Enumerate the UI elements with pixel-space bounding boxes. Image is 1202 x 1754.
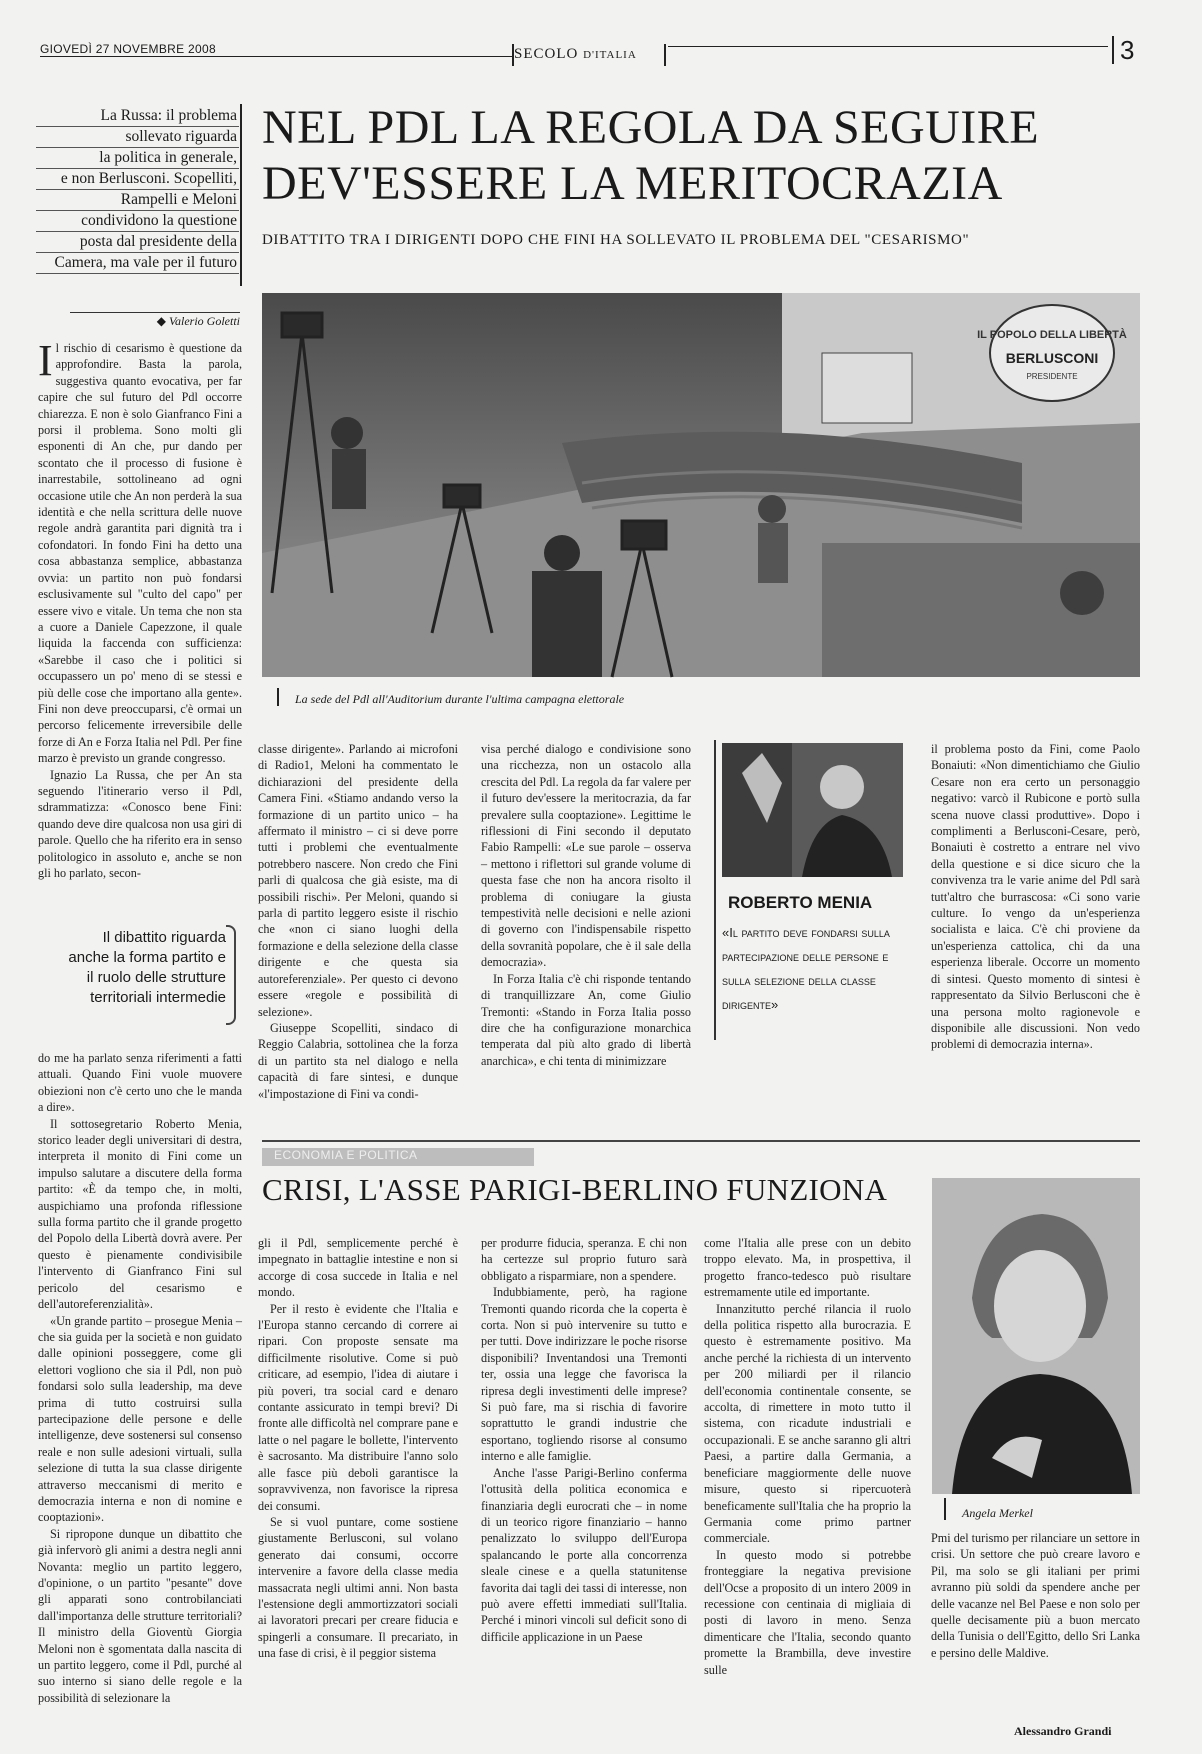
body-text: l rischio di cesarismo è questione da approfondire. Basta la parola, suggestiva quanto evocativa, per far capire che sul futuro del Pdl occorre chiarezza. E non è solo Gianfranco Fini a porsi il problema. Sono molti gli esponenti di An che, pur dando per scontato che il processo di fusione è inarrestabile, sottolineano ad ogni occasione utile che An non perderà la sua identità e che nella scrittura delle nuove regole andrà garantita pari dignità tra i cofondatori. In fondo Fini ha detto una cosa abbastanza semplice, abbastanza ovvia: un partito non può fondarsi esclusivamente sul "culto del capo" per essere vivo e vitale. Un tema che non sta a cuore a Daniele Capezzone, il quale liquida la faccenda con sufficienza: «Sarebbe il caso che i politici si occupassero un po' meno di se stessi e più delle cose che importano alla gente». Fini non deve preoccuparsi, c'è ormai un percorso felicemente irreversibile delle forze di An e Forza Italia nel Pdl. Per fine marzo è previsto un grande congresso. [38,341,242,766]
masthead-rule-right [668,46,1108,47]
masthead-rule-left [40,56,512,57]
photo-caption-2: Angela Merkel [962,1506,1033,1520]
sign-text: IL POPOLO DELLA LIBERTÀ [977,329,1127,341]
body-text: Indubbiamente, però, ha ragione Tremonti quando ricorda che la coperta è corta. Non si può intervenire su tutto e per tutti. Dove indirizzare le poche risorse disponibili? Inventandosi una Tremonti ter, ossia una legge che favorisca la ripresa degli investimenti delle imprese? Si può fare, ma si rischia di favorire soprattutto le grandi industrie che esportano, togliendo risorse al consumo interno e alle famiglie. [481,1285,687,1464]
body-text: Innanzitutto perché rilancia il ruolo della politica rispetto alla burocrazia. E questo è estremamente positivo. Ma anche perché la richiesta di un intervento per 200 miliardi per il rilancio dell'economia continentale consente, se accolta, di rimettere in moto tutto il sistema, con ricadute industriali e occupazionali. E se anche saranno gli altri Paesi, a partire dalla Germania, a beneficiare maggiormente delle nuove misure, questo si ripercuoterà beneficamente sull'Italia che ha proprio la Germania come primo partner commerciale. [704,1301,911,1546]
auditorium-photo-image [262,293,1140,677]
body-text: classe dirigente». Parlando ai microfoni di Radio1, Meloni ha commentato le dichiarazioni del presidente della Camera Fini. «Stiamo andando verso la formazione di un partito unico – ha affermato il ministro – ci si deve porre tutti i problemi che eventualmente potrebbero nascere. Non credo che Fini parli di qualcosa che già esiste, ma di possibili rischi». Per Meloni, quando si parla di partito leggero esiste il rischio che «non ci siano luoghi della formazione e della selezione della classe dirigente e che questa sia autoreferenziale». Per questo ci devono essere «regole e possibilità di selezione». [258,742,458,1019]
body-text: gli il Pdl, semplicemente perché è impegnato in battaglie intestine e non si accorge di cosa succede in Italia e nel mondo. [258,1236,458,1300]
merkel-portrait [932,1178,1140,1494]
article2-column-3 [481,1235,687,1735]
section-rule [262,1140,1140,1142]
article-column-2 [258,741,458,1101]
body-text: «Un grande partito – prosegue Menia – che sia guida per la società e non guidato dalle opinioni posseggere, come gli elettori vogliono che sia il Pdl, non può fondarsi solo sulla leadership, ma deve prima di tutto costruirsi sulla partecipazione delle persone e delle intelligenze, deve sostenersi sul consenso reale e non sulle adesioni virtuali, sulla selezione di tutta la sua classe dirigente attraverso meccanismi di merito e democrazia interna e non di nomine e cooptazioni». [38,1313,242,1525]
body-text: visa perché dialogo e condivisione sono una ricchezza, non un ostacolo alla crescita del Pdl. La regola da far valere per il futuro dev'essere la meritocrazia, da far prevalere sulla cooptazione». Legittime le riflessioni di Fini secondo il deputato Fabio Rampelli: «Le sue parole – osserva – mettono i riflettori sul grande volume di questa fase che non ha ancora risolto il problema di coniugare la giusta tempestività nelle decisioni e nelle azioni di governo con l'indispensabile rispetto della sovranità popolare, che è il sale della democrazia». [481,742,691,970]
menia-portrait-image [722,743,903,877]
deck-line: la politica in generale, [36,148,239,169]
headline-line: NEL PDL LA REGOLA DA SEGUIRE [262,101,1040,154]
deck-line: posta dal presidente della [36,232,239,253]
deck-line: La Russa: il problema [36,106,239,127]
body-text: Si ripropone dunque un dibattito che già infervorò gli animi a destra negli anni Novanta: meglio un partito leggero, d'opinione, o un partito "pesante" dove gli apparati sono controbilanciati dall'importanza delle strutture territoriali? Il ministro della Gioventù Giorgia Meloni non è sgomentata dalla nascita di un partito leggero, come il Pdl, purché al suo interno si siano delle regole e la possibilità di selezionare la [38,1526,242,1705]
article-column-1-continued [38,1050,242,1738]
body-text: Pmi del turismo per rilanciare un settore in crisi. Un settore che può creare lavoro e Pil, ma solo se gli italiani per primi avranno più soldi da spendere anche per delle vacanze nel Bel Paese e non solo per quelle decisamente più a buon mercato della Tunisia o dell'Egitto, dello Sri Lanka e persino delle Maldive. [931,1531,1140,1660]
headline-line: DEV'ESSERE LA MERITOCRAZIA [262,157,1003,210]
section-tag: ECONOMIA E POLITICA [262,1148,534,1166]
article-column-3 [481,741,691,1081]
body-text: il problema posto da Fini, come Paolo Bonaiuti: «Non dimentichiamo che Giulio Cesare non era certo un personaggio negativo: varcò il Rubicone e portò sulla scena nuove classi produttive». Dopo i complimenti a Berlusconi-Cesare, però, Bonaiuti è costretto a entrare nel vivo della questione e si dice sicuro che la convivenza tra le varie anime del Pdl sarà tutt'altro che burrascosa: «Ci sono varie culture. Io vengo da un'esperienza socialista e laica. C'è chi proviene da un'esperienza cattolica, chi da una esperienza liberale. Occorre un momento di sintesi. Questo momento di sintesi è rappresentato da Silvio Berlusconi che è una persona molto ragionevole e disponibile alle discussioni. Non vedo problemi di democrazia interna». [931,742,1140,1052]
page-number: 3 [1112,36,1134,64]
caption-rule [277,688,279,706]
body-text: per produrre fiducia, speranza. E chi non ha certezze sul proprio futuro sarà obbligato a risparmiare, non a spendere. [481,1236,687,1283]
body-text: Anche l'asse Parigi-Berlino conferma l'ottusità della politica economica e finanziaria degli eurocrati che – in nome di un teorico rigore finanziario – hanno penalizzato lo sviluppo dell'Europa spalancando le porte alla concorrenza sleale cinese e a quella statunitense favorita dai tagli dei tassi di interesse, non può avere effetti immediati sull'Italia. Perché i minori vincoli sul deficit sono di difficile applicazione in un Paese [481,1465,687,1644]
body-text: In questo modo si potrebbe fronteggiare la negativa previsione dell'Ocse a proposito di un intero 2009 in recessione con centinaia di migliaia di posti di lavoro in meno. Senza dimenticare che l'Italia, secondo quanto promette la Brambilla, deve investire sulle [704,1547,911,1677]
pull-quote: Il dibattito riguarda anche la forma partito e il ruolo delle strutture territoriali intermedie [68,929,226,1006]
article2-column-5 [931,1530,1140,1720]
drop-cap: I [38,336,53,385]
photo-caption: La sede del Pdl all'Auditorium durante l'ultima campagna elettorale [295,692,625,706]
deck-line: e non Berlusconi. Scopelliti, [36,169,239,190]
article-column-5 [931,741,1140,1081]
sidebar-name: ROBERTO MENIA [728,893,873,912]
body-text: Se si vuol puntare, come sostiene giustamente Berlusconi, sul volano generato dai consumi, occorre intervenire a favore della classe media massacrata negli ultimi anni. Non basta l'estensione degli ammortizzatori sociali ai lavoratori precari per creare fiducia e spingerli a consumare. Il precariato, in una fase di crisi, è il peggior sistema [258,1514,458,1661]
body-text: In Forza Italia c'è chi risponde tentando di tranquillizzare An, come Giulio Tremonti: «Stando in Forza Italia posso dire che ha configurazione monarchica temperata dal più alto grado di libertà anarchica», e chi tenta di minimizzare [481,971,691,1068]
caption-rule [944,1498,946,1520]
body-text: Giuseppe Scopelliti, sindaco di Reggio Calabria, sottolinea che la forza di un partito sta nel dialogo e nella capacità di fare sintesi, e dunque «l'impostazione di Fini va condi- [258,1020,458,1101]
merkel-portrait-image [932,1178,1140,1494]
sidebar-rule [714,740,716,1040]
menia-portrait [722,743,903,877]
headline [262,100,1142,212]
newspaper-name: SECOLO D'ITALIA [514,46,637,62]
body-text: Per il resto è evidente che l'Italia e l'Europa stanno cercando di correre ai ripari. Con proposte sensate ma difficilmente risolutive. Come si può criticare, ad esempio, l'idea di aiutare i più poveri, tra social card e denaro contante assicurato in tempi brevi? Di fronte alle difficoltà nel comprare pane e latte o nel pagare le bollette, l'intervento è sacrosanto. Ma distribuire l'anno solo alle fasce più deboli garantisce la sopravvivenza, non favorisce la ripresa dei consumi. [258,1301,458,1513]
author-signature: Alessandro Grandi [1014,1724,1112,1738]
pull-quote-bracket [226,925,236,1025]
masthead-divider [664,44,666,66]
sign-text: BERLUSCONI [1005,350,1099,366]
body-text: Il sottosegretario Roberto Menia, storico leader degli universitari di destra, interpreta il monito di Fini come un impulso salutare a discutere della forma partito: «È da tempo che, in molti, auspichiamo una profonda riflessione sulla forma partito che il grande progetto del Popolo della Libertà dovrà avere. Per questo è pienamente condivisibile l'intervento di Gianfranco Fini sul pericolo del cesarismo e dell'autoreferenzialità». [38,1116,242,1312]
issue-date: GIOVEDÌ 27 NOVEMBRE 2008 [40,42,216,56]
article-column-1 [38,336,242,900]
body-text: Ignazio La Russa, che per An sta seguendo l'itinerario verso il Pdl, sdrammatizza: «Conosco bene Fini: quando deve dire qualcosa non usa giri di parole. Quello che ha riferito era in senso politologico in assoluto e, anche se non gli ho parlato, secon- [38,767,242,880]
sidebar-quote: «Il partito deve fondarsi sulla partecipazione delle persone e sulla selezione della classe dirigente» [722,925,890,1012]
byline: ◆ Valerio Goletti [70,312,240,329]
deck-line: Camera, ma vale per il futuro [36,253,239,274]
deck-line: condividono la questione [36,211,239,232]
article-deck [36,106,239,274]
sign-text: PRESIDENTE [1026,372,1078,381]
deck-rule [240,104,242,286]
deck-line: Rampelli e Meloni [36,190,239,211]
body-text: come l'Italia alle prese con un debito troppo elevato. Ma, in prospettiva, il progetto franco-tedesco può risultare estremamente utile ed importante. [704,1236,911,1300]
headline-2: CRISI, L'ASSE PARIGI-BERLINO FUNZIONA [262,1172,888,1207]
subheadline: DIBATTITO TRA I DIRIGENTI DOPO CHE FINI HA SOLLEVATO IL PROBLEMA DEL "CESARISMO" [262,232,970,248]
deck-line: sollevato riguarda [36,127,239,148]
body-text: do me ha parlato senza riferimenti a fatti attuali. Quando Fini vuole muovere obiezioni non c'è certo uno che le manda a dire». [38,1051,242,1115]
auditorium-photo [262,293,1140,677]
article2-column-2 [258,1235,458,1735]
article2-column-4 [704,1235,911,1735]
